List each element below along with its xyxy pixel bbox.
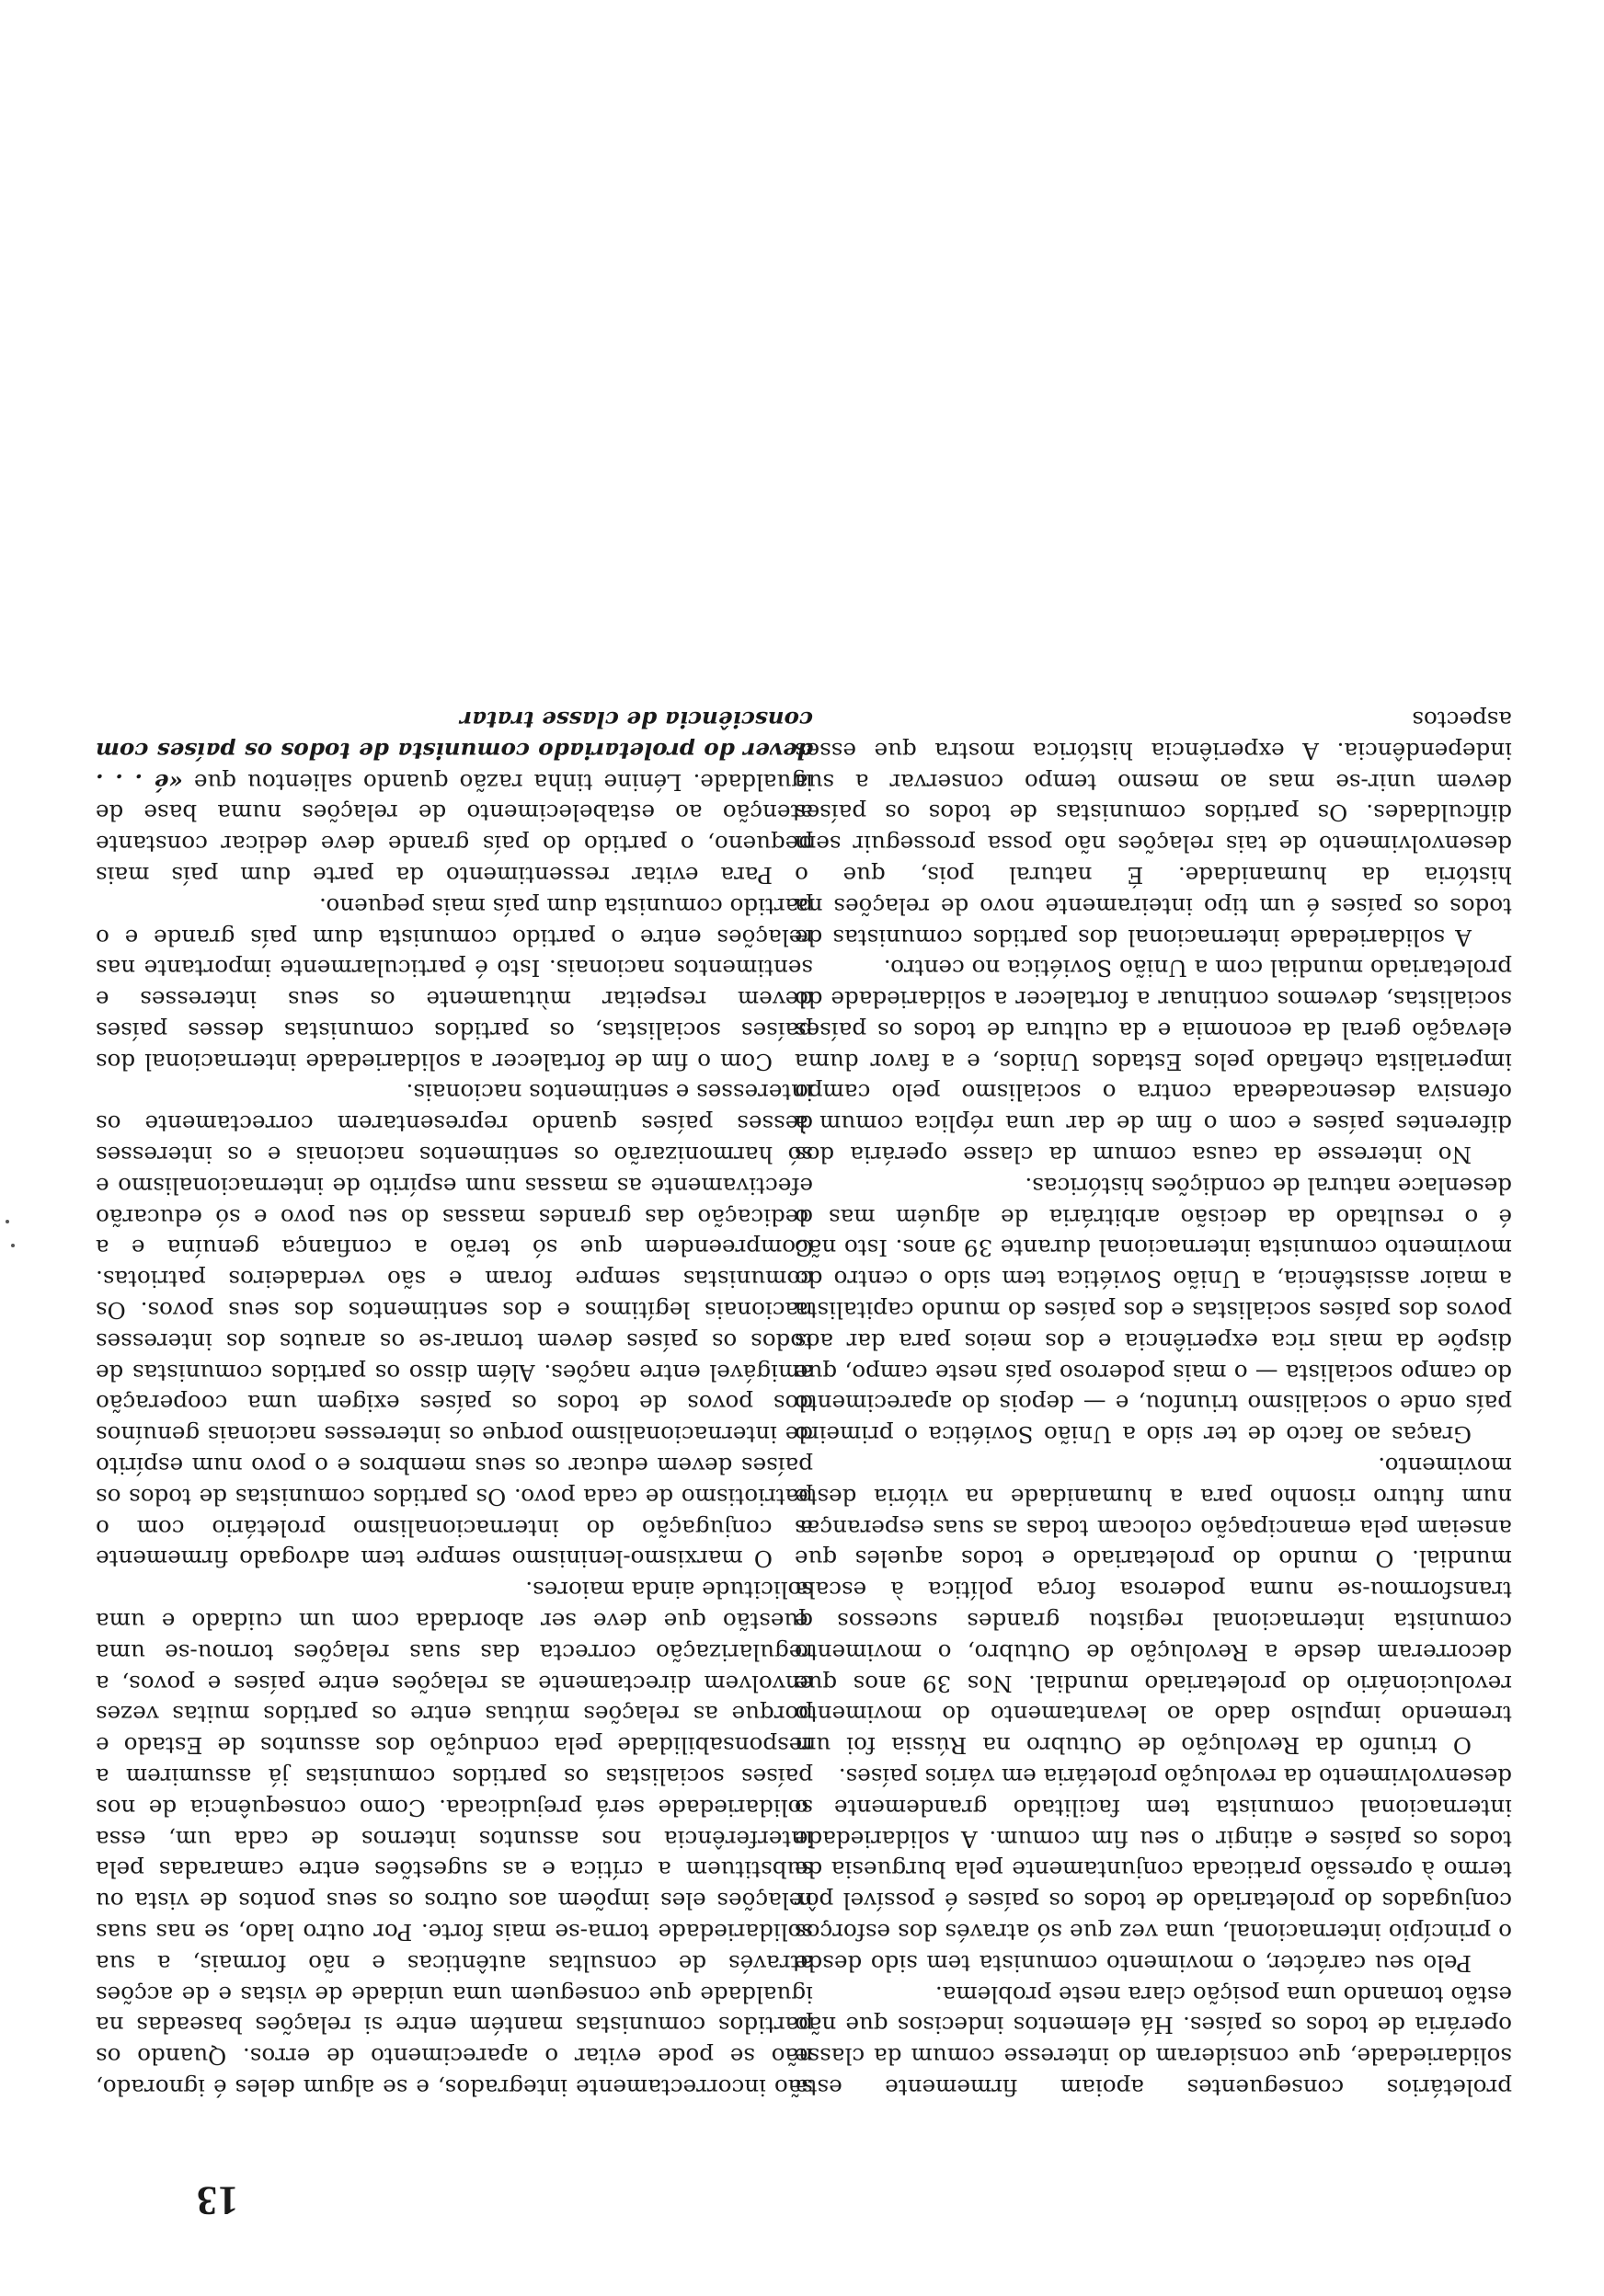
text-column-right (795, 704, 1512, 2103)
scan-speck (6, 1220, 9, 1223)
paragraph: Com o fim de fortalecer a solidariedade internacional dos países socialistas, os partidos comunistas desses países devem respeitar mùtuamente os seus interesses e sentimentos nacionais. Isto é particularmente importante nas relações entre o partido comunista dum país grande e o partido comunista dum país mais pequeno. (96, 892, 813, 1075)
paragraph: Graças ao facto de ter sido a União Soviética o primeiro país onde o socialismo triunfou, e — depois do aparecimento do campo socialista — o mais poderoso país neste campo, que dispõe da mais rica experiência e dos meios para dar aos povos dos países socialistas e dos países do mundo capitalista a maior assistência, a União Soviética tem sido o centro do movimento comunista internacional durante 39 anos. Isto não é o resultado da decisão arbitrária de alguém mas o desenlace natural de condições históricas. (795, 1172, 1512, 1449)
paragraph: Pelo seu carácter, o movimento comunista tem sido desde o princípio internacional, uma vez que só através dos esforços conjugados do proletariado de todos os países é possível pôr termo à opressão praticada conjuntamente pela burguesia de todos os países e atingir o seu fim comum. A solidariedade internacional comunista tem facilitado grandemente o desenvolvimento da revolução proletária em vários países. (795, 1763, 1512, 1977)
page-number: 13 (196, 2178, 238, 2223)
quoted-emphasis: «é . . . dever do proletariado comunista de todos os países com consciência de classe tratar (96, 706, 813, 796)
paragraph: são incorrectamente integrados, e se algum deles é ignorado, não se pode evitar o aparecimento de erros. Quando os partidos comunistas mantém entre si relações baseadas na igualdade que conseguem uma unidade de vistas e de acções através de consultas autênticas e não formais, a sua solidariedade torna-se mais forte. Por outro lado, se nas suas relações eles impõem aos outros os seus pontos de vista ou substituem a crítica e as sugestões entre camaradas pela interferência nos assuntos internos de cada um, essa solidariedade será prejudicada. Como consequência de nos países socialistas os partidos comunistas já assumirem a responsabilidade pela condução dos assuntos de Estado e porque as relações mútuas entre os partidos muitas vezes envolvem directamente as relações entre países e povos, a regularização correcta das suas relações tornou-se uma questão que deve ser abordada com um cuidado e uma solicitude ainda maiores. (96, 1577, 813, 2101)
paragraph: O marxismo-leninismo sempre tem advogado firmemente a conjugação do internacionalismo proletário com o patriotismo de cada povo. Os partidos comunistas de todos os países devem educar os seus membros e o povo num espírito de internacionalismo porque os interesses nacionais genuínos dos povos de todos os países exigem uma cooperação amigável entre nações. Além disso os partidos comunistas de todos os países devem tornar-se os arautos dos interesses nacionais legítimos e dos sentimentos dos seus povos. Os comunistas sempre foram e são verdadeiros patriotas. Compreendem que só terão a confiança genuína e a dedicação das grandes massas do seu povo e só educarão efectivamente as massas num espírito de internacionalismo e só harmonizarão os sentimentos nacionais e os interesses desses países quando representarem correctamente os interesses e sentimentos nacionais. (96, 1079, 813, 1573)
paragraph: O triunfo da Revolução de Outubro na Rússia foi um tremendo impulso dado ao levantamento do movimento revolucionário do proletariado mundial. Nos 39 anos que decorreram desde a Revolução de Outubro, o movimento comunista internacional registou grandes sucessos e transformou-se numa poderosa força política à escala mundial. O mundo do proletariado e todos aqueles que anseiam pela emancipação colocam todas as suas esperanças num futuro risonho para a humanidade na vitória deste movimento. (795, 1452, 1512, 1760)
paragraph: proletários conseguentes apoiam firmemente esta solidariedade, que consideram do interesse comum da classe operária de todos os países. Há elementos indecisos que não estão tomando uma posição clara neste problema. (795, 1980, 1512, 2101)
scan-speck (11, 1244, 15, 1247)
paragraph: A solidariedade internacional dos partidos comunistas de todos os países é um tipo inteiramente novo de relações na história da humanidade. É natural pois, que o desenvolvimento de tais relações não possa prosseguir sem dificuldades. Os partidos comunistas de todos os países devem unir-se mas ao mesmo tempo conservar a sua independência. A experiência histórica mostra que esses aspectos (795, 706, 1512, 951)
text-column-left (96, 704, 813, 2103)
paragraph: Para evitar ressentimento da parte dum país mais pequeno, o partido do país grande deve dedicar constante atenção ao estabelecimento de relações numa base de igualdade. Lénine tinha razão quando salientou que «é . . . dever do proletariado comunista de todos os países com consciência de classe tratar (96, 706, 813, 889)
paragraph: No interesse da causa comum da classe operária dos diferentes países e com o fim de dar uma réplica comum à ofensiva desencadeada contra o socialismo pelo campo imperialista chefiado pelos Estados Unidos, e a favor duma elevação geral da economia e da cultura de todos os países socialistas, devemos continuar a fortalecer a solidariedade do proletariado mundial com a União Soviética no centro. (795, 955, 1512, 1169)
